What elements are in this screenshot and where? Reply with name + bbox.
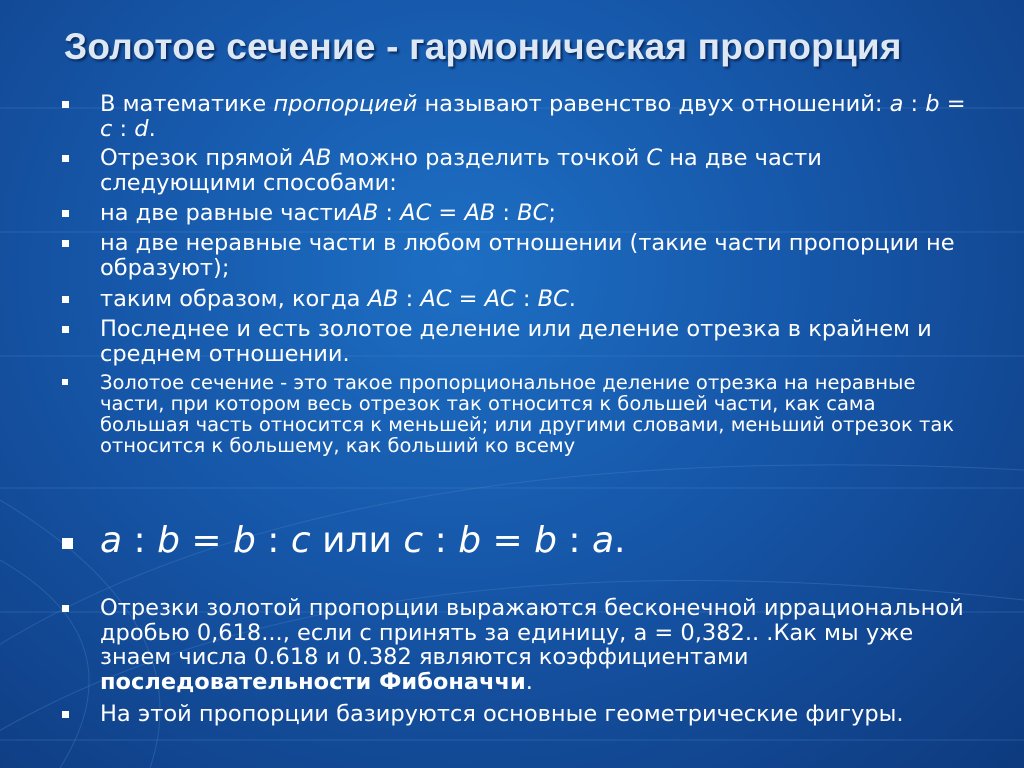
text-run: можно разделить точкой [331,145,647,171]
text-run: на две неравные части в любом отношении (такие части пропорции не образуют); [100,230,955,281]
text-run: : [122,520,158,561]
text-run: ; [548,200,556,226]
square-bullet-icon [62,379,68,385]
text-run: АВ [300,145,332,171]
formula-text [100,521,970,561]
text-run: Отрезки золотой пропорции выражаются бесконечной иррациональной дробью 0,618..., если с принять за единицу, а = 0,382.. .Как мы уже знаем числа 0.618 и 0.382 являются коэффициентами [100,595,964,670]
text-run: или [310,520,404,561]
text-run: на две равные части [100,200,348,226]
text-run: c [100,115,113,142]
text-run: Золотое сечение - это такое пропорциональное деление отрезка на неравные части, при котором весь отрезок так относится к большей части, как сама большая часть относится к меньшей; или другими словами, меньший отрезок так относится к большему, как больший ко всему [100,371,955,457]
text-run: последовательности Фибоначчи [100,668,526,695]
text-run: : [255,520,291,561]
text-run: . [148,115,156,142]
text-run: : [423,520,459,561]
text-run: a [100,520,123,561]
text-run: : [495,200,518,226]
bullet-text [100,702,970,727]
text-run: b [233,520,256,561]
text-run: а [591,520,615,561]
square-bullet-icon [62,296,69,303]
bullet-text [100,372,970,456]
text-run: = [179,520,233,561]
text-run: Последнее и есть золотое деление или деление отрезка в крайнем и среднем отношении. [100,316,932,367]
text-run: c [290,520,311,561]
text-run: . [614,520,626,561]
slide-title: Золотое сечение - гармоническая пропорция [64,26,902,67]
text-run: ВС [517,200,549,226]
text-run: АС [400,200,432,226]
text-run: b [534,520,557,561]
square-bullet-icon [62,155,69,162]
text-run: АВ [464,200,496,226]
square-bullet-icon [62,538,73,549]
text-run: АС [420,286,452,312]
text-run: На этой пропорции базируются основные геометрические фигуры. [100,701,904,727]
text-run: . [568,286,576,312]
text-run: c [403,520,424,561]
text-run: a [889,91,904,117]
text-run: d [134,115,149,142]
bullet-text [100,231,970,280]
square-bullet-icon [62,240,69,247]
bullet-text [100,146,970,195]
text-run: : [112,115,135,142]
text-run: . [525,668,533,695]
text-run: = [481,520,535,561]
bullet-text [100,317,970,366]
bullet-text [100,92,970,141]
square-bullet-icon [62,326,69,333]
square-bullet-icon [62,101,69,108]
text-run: : [398,286,421,312]
square-bullet-icon [62,605,69,612]
text-run: b [458,520,482,561]
text-run: b [925,91,940,117]
text-run: на две части следующими способами: [100,145,822,196]
square-bullet-icon [62,210,69,217]
text-run: В математике [100,91,274,117]
text-run: b [157,520,180,561]
text-run: : [903,91,926,117]
text-run: = [939,91,966,117]
text-run: АВ [347,200,379,226]
text-run: АС [484,286,516,312]
text-run: таким образом, когда [100,286,368,312]
text-run: Отрезок прямой [100,145,301,171]
text-run: = [451,286,485,312]
bullet-text [100,201,970,226]
text-run: АВ [367,286,399,312]
text-run: : [378,200,401,226]
bullet-text [100,287,970,312]
bullet-text [100,596,970,694]
text-run: С [646,145,663,171]
square-bullet-icon [62,711,69,718]
text-run: : [556,520,592,561]
text-run: называют равенство двух отношений: [417,91,890,117]
text-run: : [515,286,538,312]
text-run: ВС [537,286,569,312]
text-run: = [431,200,465,226]
text-run: пропорцией [273,91,418,117]
